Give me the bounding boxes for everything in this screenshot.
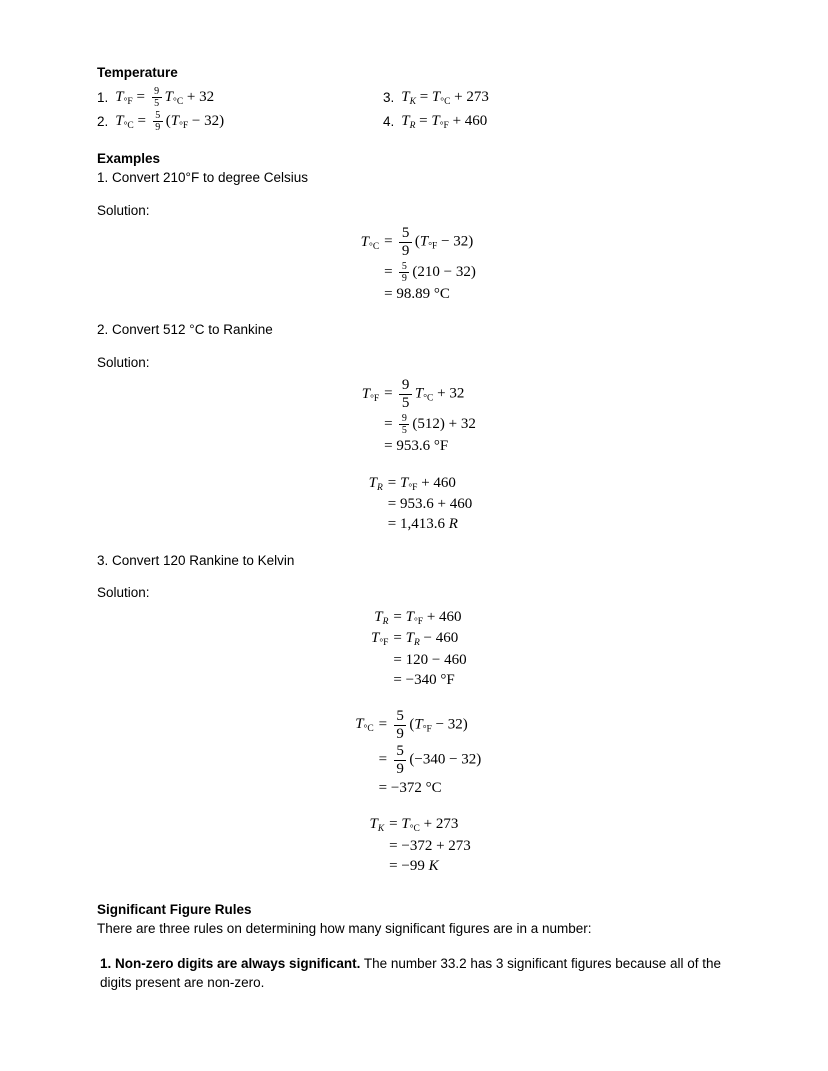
equation-rhs: [379, 377, 464, 412]
equation-line: [353, 413, 476, 436]
math-token: T: [164, 89, 174, 105]
equation-rhs: [374, 743, 482, 778]
equation-line: [362, 629, 466, 649]
math-token: T: [368, 474, 377, 491]
math-token: T: [360, 233, 370, 250]
math-token: °F: [413, 617, 424, 628]
math-token: =: [132, 89, 149, 105]
solution-label: Solution:: [97, 585, 150, 601]
equation-rhs: [384, 857, 438, 877]
math-token: + 273: [419, 816, 459, 833]
equation-lhs: [348, 715, 374, 735]
example-2: [97, 320, 732, 536]
equation-rhs: [379, 225, 473, 260]
equation-lines: [358, 814, 471, 877]
section-heading-temperature: Temperature: [97, 65, 178, 80]
equation-lhs: [353, 233, 379, 253]
example-title: 1. Convert 210°F to degree Celsius: [97, 170, 309, 186]
equation-line: [362, 651, 466, 671]
math-token: °C: [363, 724, 374, 735]
equation-rhs: [388, 608, 461, 628]
math-token: + 460: [417, 474, 456, 491]
equation-line: [353, 261, 476, 284]
math-token: K: [377, 824, 385, 835]
fraction: $\frac{5}{9}$: [153, 110, 163, 133]
math-token: °F: [428, 241, 438, 252]
math-token: K: [428, 858, 439, 875]
math-token: =: [384, 263, 397, 280]
math-token: + 273: [450, 88, 489, 105]
equation-rhs: [379, 413, 476, 436]
equation-rhs: [374, 708, 468, 743]
equation-line: [358, 815, 471, 835]
math-token: =: [384, 233, 397, 250]
equation-line: [358, 837, 471, 857]
equation-block: [97, 473, 732, 536]
math-token: T: [414, 716, 423, 733]
math-token: (210 − 32): [412, 263, 476, 280]
math-token: °C: [423, 394, 434, 405]
example-3: [97, 551, 732, 878]
math-token: + 32: [433, 386, 465, 403]
equation-lines: [348, 707, 482, 800]
equation-rhs: [388, 671, 454, 691]
math-token: T: [370, 630, 380, 647]
formula-number: 2.: [97, 114, 109, 130]
math-token: °F: [439, 120, 449, 131]
formula-equation: [401, 113, 487, 131]
equation-lhs: [362, 608, 388, 628]
equation-lhs: [358, 815, 384, 835]
equation-rhs: [383, 495, 472, 515]
math-token: °F: [370, 394, 380, 405]
solution-label: Solution:: [97, 202, 150, 218]
math-token: − 32): [188, 113, 225, 129]
math-token: = 1,413.6: [387, 516, 449, 533]
formula-number: 4.: [383, 114, 395, 130]
equation-lines: [353, 376, 476, 457]
math-token: = 953.6 °F: [384, 438, 449, 455]
solution-label: Solution:: [97, 354, 150, 370]
equation-rhs: [384, 837, 471, 857]
equation-line: [348, 708, 482, 743]
equation-line: [353, 285, 476, 305]
math-token: − 32): [437, 233, 474, 250]
math-token: T: [361, 386, 371, 403]
formula-equation: [115, 110, 224, 133]
math-token: − 460: [419, 630, 459, 647]
section-heading-sigfig: Significant Figure Rules: [97, 901, 252, 917]
math-token: (: [414, 233, 420, 250]
equation-rhs: [388, 651, 466, 671]
math-token: T: [355, 716, 364, 733]
math-token: + 32: [183, 89, 215, 105]
section-heading-examples: Examples: [97, 150, 161, 166]
equation-rhs: [374, 779, 442, 799]
formula-3: [383, 86, 732, 110]
math-token: (−340 − 32): [409, 752, 482, 769]
math-token: = 98.89 °C: [384, 285, 450, 302]
math-token: = 953.6 + 460: [387, 495, 473, 512]
math-token: = −99: [389, 858, 429, 875]
math-token: °F: [408, 482, 418, 493]
math-token: T: [401, 112, 410, 129]
math-token: T: [414, 386, 424, 403]
math-token: (: [165, 113, 171, 129]
equation-lhs: [357, 474, 383, 494]
equation-block: [97, 607, 732, 692]
math-token: T: [431, 88, 441, 105]
math-token: = 120 − 460: [393, 651, 467, 668]
math-token: R: [382, 617, 389, 628]
equation-lhs: [362, 629, 388, 649]
equation-rhs: [379, 437, 448, 457]
equation-rhs: [383, 474, 456, 494]
temperature-formula-list: [97, 86, 732, 134]
math-token: + 460: [448, 112, 488, 129]
fraction: $\frac{9}{5}$: [152, 86, 162, 109]
math-token: =: [378, 716, 391, 733]
math-token: R: [413, 638, 420, 649]
math-token: K: [409, 96, 416, 107]
math-token: T: [115, 89, 124, 105]
math-token: °F: [379, 638, 389, 649]
equation-lines: [353, 224, 476, 305]
fraction: $\frac{9}{5}$: [399, 377, 412, 412]
example-title: 2. Convert 512 °C to Rankine: [97, 322, 273, 338]
formula-4: [383, 110, 732, 134]
math-token: T: [369, 816, 378, 833]
math-token: =: [133, 113, 150, 129]
math-token: T: [401, 88, 410, 105]
example-title: 3. Convert 120 Rankine to Kelvin: [97, 552, 295, 568]
equation-block: [97, 707, 732, 800]
equation-rhs: [379, 285, 450, 305]
equation-rhs: [384, 815, 458, 835]
formula-2: [97, 110, 383, 134]
math-token: =: [384, 416, 397, 432]
rule-1-bold-text: 1. Non-zero digits are always significant.: [100, 955, 361, 971]
formula-number: 1.: [97, 90, 109, 106]
rule-1-rest-text: The number 33.2 has 3 significant figures because all of the digits present are non-zero.: [100, 955, 722, 991]
math-token: T: [431, 112, 440, 129]
math-token: T: [405, 630, 414, 647]
equation-line: [357, 474, 472, 494]
math-token: T: [400, 474, 409, 491]
fraction: $\frac{5}{9}$: [394, 708, 407, 743]
equation-line: [357, 515, 472, 535]
math-token: =: [378, 752, 391, 769]
equation-line: [353, 437, 476, 457]
math-token: °F: [123, 97, 133, 107]
math-token: °C: [440, 96, 451, 107]
formula-equation: [401, 89, 489, 107]
equation-block: [97, 814, 732, 877]
equation-block: [97, 224, 732, 305]
math-token: =: [389, 816, 402, 833]
math-token: T: [405, 609, 414, 626]
equation-rhs: [383, 515, 458, 535]
math-token: =: [384, 386, 397, 403]
fraction: $\frac{5}{9}$: [394, 743, 407, 778]
math-token: + 460: [423, 609, 462, 626]
math-token: R: [409, 120, 416, 131]
equation-line: [348, 779, 482, 799]
math-token: =: [393, 609, 406, 626]
math-token: =: [387, 474, 400, 491]
equation-line: [357, 495, 472, 515]
fraction: $\frac{9}{5}$: [399, 413, 409, 436]
math-token: =: [415, 112, 432, 129]
math-token: °C: [173, 97, 184, 107]
equation-block: [97, 376, 732, 457]
equation-line: [358, 857, 471, 877]
equation-line: [353, 225, 476, 260]
equation-rhs: [388, 629, 458, 649]
math-token: = −372 °C: [378, 779, 442, 796]
math-token: T: [115, 113, 124, 129]
sigfig-intro: There are three rules on determining how many significant figures are in a number:: [97, 921, 592, 937]
math-token: °C: [409, 824, 420, 835]
sigfig-rule-1: [97, 954, 732, 993]
math-token: =: [415, 88, 432, 105]
equation-line: [362, 608, 466, 628]
math-token: = −340 °F: [393, 672, 455, 689]
math-token: R: [376, 482, 383, 493]
formula-number: 3.: [383, 90, 395, 106]
equation-line: [362, 671, 466, 691]
equation-line: [353, 377, 476, 412]
math-token: (: [409, 716, 415, 733]
formula-1: [97, 86, 383, 110]
equation-line: [348, 743, 482, 778]
math-token: T: [374, 609, 383, 626]
fraction: $\frac{5}{9}$: [399, 225, 412, 260]
equation-lines: [362, 607, 466, 692]
math-token: °C: [123, 121, 134, 131]
math-token: =: [393, 630, 406, 647]
formula-equation: [115, 86, 214, 109]
equation-rhs: [379, 261, 476, 284]
example-1: [97, 168, 732, 305]
math-token: − 32): [431, 716, 468, 733]
math-token: T: [401, 816, 410, 833]
equation-lhs: [353, 385, 379, 405]
math-token: °F: [179, 121, 189, 131]
fraction: $\frac{5}{9}$: [399, 261, 409, 284]
math-token: = −372 + 273: [389, 837, 471, 854]
math-token: °F: [422, 724, 432, 735]
math-token: °C: [369, 241, 380, 252]
math-token: R: [448, 516, 458, 533]
math-token: (512) + 32: [412, 416, 476, 432]
math-token: T: [170, 113, 180, 129]
equation-lines: [357, 473, 472, 536]
math-token: T: [419, 233, 429, 250]
